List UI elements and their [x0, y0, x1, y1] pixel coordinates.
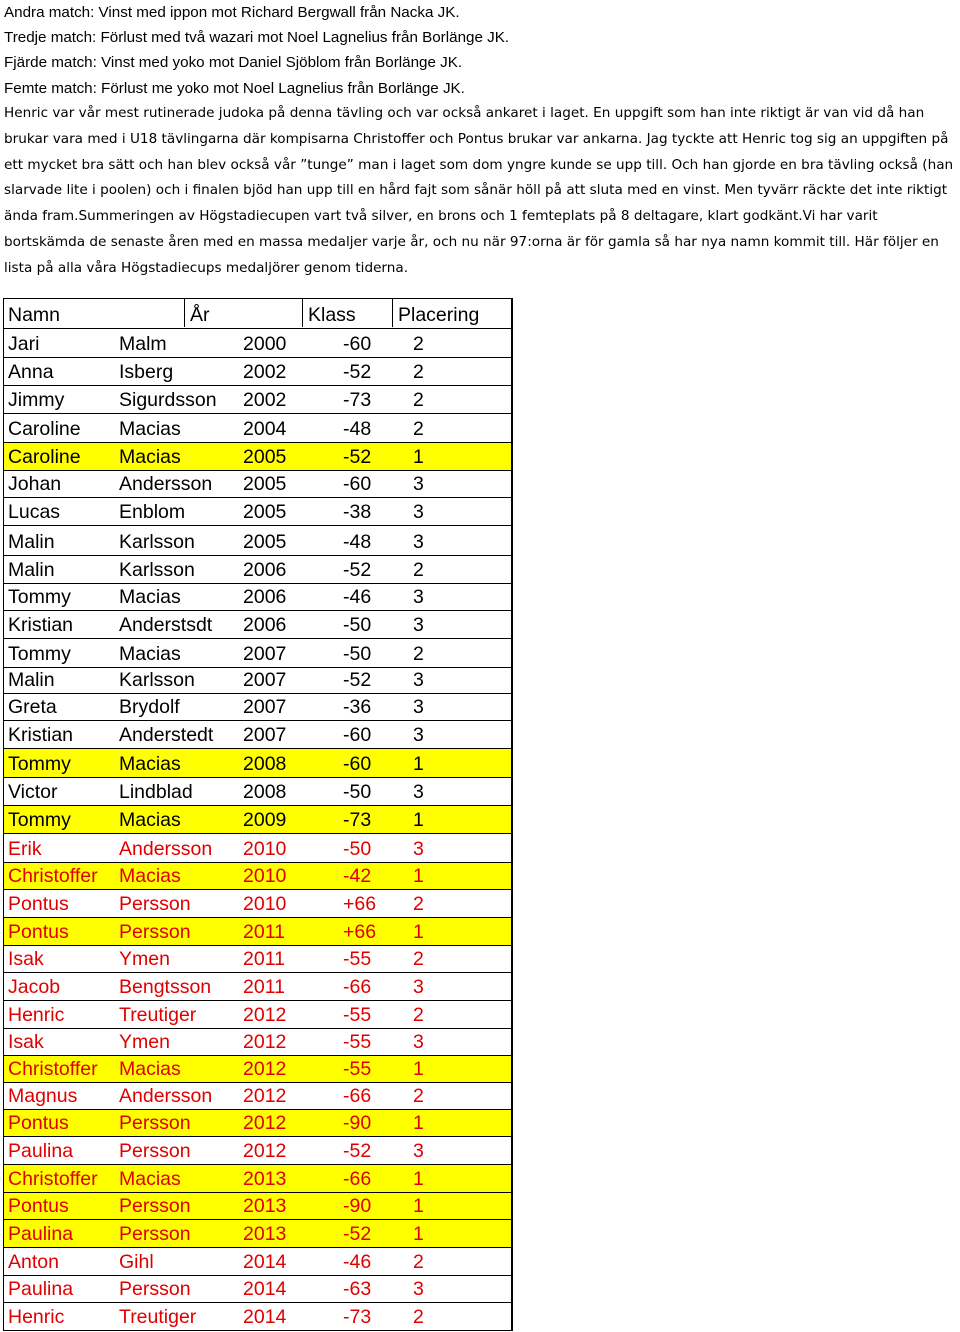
header-placement: Placering [398, 304, 480, 326]
cell-class: -66 [343, 1085, 372, 1107]
cell-class: -63 [343, 1278, 372, 1300]
cell-first-name: Isak [8, 1031, 44, 1053]
cell-first-name: Victor [8, 781, 58, 803]
cell-placement: 3 [413, 473, 424, 495]
cell-class: -46 [343, 1251, 372, 1273]
cell-first-name: Christoffer [8, 865, 98, 887]
cell-first-name: Caroline [8, 418, 81, 440]
cell-last-name: Persson [119, 1112, 191, 1134]
cell-class: -52 [343, 669, 372, 691]
cell-last-name: Persson [119, 1195, 191, 1217]
cell-first-name: Pontus [8, 1195, 69, 1217]
cell-placement: 1 [413, 753, 424, 775]
cell-class: -66 [343, 1168, 372, 1190]
cell-placement: 2 [413, 389, 424, 411]
cell-class: -73 [343, 809, 372, 831]
cell-last-name: Isberg [119, 361, 174, 383]
table-row [4, 498, 511, 526]
cell-last-name: Bengtsson [119, 976, 212, 998]
cell-first-name: Tommy [8, 586, 71, 608]
cell-placement: 1 [413, 921, 424, 943]
cell-class: -52 [343, 446, 372, 468]
table-row [4, 443, 511, 471]
cell-class: -52 [343, 559, 372, 581]
cell-last-name: Persson [119, 1140, 191, 1162]
cell-last-name: Lindblad [119, 781, 193, 803]
cell-first-name: Anna [8, 361, 54, 383]
cell-last-name: Persson [119, 1278, 191, 1300]
table-row [4, 526, 511, 556]
cell-last-name: Karlsson [119, 669, 195, 691]
table-row [4, 778, 511, 806]
cell-year: 2006 [243, 614, 287, 636]
cell-last-name: Macias [119, 1168, 181, 1190]
cell-placement: 2 [413, 1085, 424, 1107]
cell-first-name: Malin [8, 559, 55, 581]
cell-placement: 1 [413, 446, 424, 468]
table-row [4, 668, 511, 694]
table-row [4, 1056, 511, 1083]
cell-year: 2013 [243, 1195, 287, 1217]
cell-first-name: Christoffer [8, 1168, 98, 1190]
cell-year: 2010 [243, 893, 287, 915]
cell-first-name: Greta [8, 696, 57, 718]
table-row [4, 1110, 511, 1137]
cell-year: 2014 [243, 1306, 287, 1328]
cell-year: 2002 [243, 389, 287, 411]
cell-first-name: Tommy [8, 643, 71, 665]
table-row [4, 386, 511, 414]
table-row [4, 834, 511, 863]
cell-first-name: Isak [8, 948, 44, 970]
cell-placement: 3 [413, 838, 424, 860]
table-row [4, 749, 511, 778]
header-class: Klass [303, 299, 393, 327]
cell-class: -46 [343, 586, 372, 608]
cell-class: +66 [343, 921, 377, 943]
table-row [4, 611, 511, 639]
cell-class: -90 [343, 1112, 372, 1134]
cell-placement: 2 [413, 948, 424, 970]
cell-first-name: Jari [8, 333, 40, 355]
table-row [4, 1029, 511, 1056]
cell-first-name: Paulina [8, 1223, 74, 1245]
cell-placement: 3 [413, 586, 424, 608]
cell-year: 2011 [243, 921, 285, 943]
summary-paragraph: Henric var vår mest rutinerade judoka på denna tävling och var också ankaret i laget. En uppgift som han inte riktigt är van vid då han brukar vara med i U18 tävlingarna där kompisarna Christoffer och Pontus brukar var ankarna. Jag tyckte att Henric tog sig an uppgiften på ett mycket bra sätt och han blev också vår ”tunge” man i laget som dom yngre kunde se upp till. Och han gjorde en bra tävling också (han slarvade lite i poolen) och i finalen bjöd han upp till en hård fajt som sånär höll på att sluta med en vinst. Men tyvärr räckte det inte riktigt ända fram.Summeringen av Högstadiecupen vart två silver, en brons och 1 femteplats på 8 deltagare, klart godkänt.Vi har varit bortskämda de senaste åren med en massa medaljer varje år, och nu när 97:orna är för gamla så har nya namn kommit till. Här följer en lista på alla våra Högstadiecups medaljörer genom tiderna. [4, 104, 954, 277]
table-header [4, 299, 511, 329]
cell-last-name: Andersson [119, 473, 213, 495]
cell-placement: 3 [413, 781, 424, 803]
cell-last-name: Brydolf [119, 696, 180, 718]
cell-class: -50 [343, 614, 372, 636]
table-row [4, 358, 511, 386]
table-row [4, 890, 511, 918]
table-row [4, 1083, 511, 1110]
cell-first-name: Christoffer [8, 1058, 98, 1080]
cell-placement: 3 [413, 976, 424, 998]
cell-year: 2007 [243, 643, 287, 665]
cell-first-name: Erik [8, 838, 42, 860]
table-row [4, 584, 511, 611]
cell-class: -52 [343, 1140, 372, 1162]
cell-placement: 1 [413, 1112, 424, 1134]
cell-placement: 2 [413, 893, 424, 915]
cell-placement: 1 [413, 809, 424, 831]
cell-class: -60 [343, 473, 372, 495]
cell-first-name: Paulina [8, 1278, 74, 1300]
cell-placement: 2 [413, 643, 424, 665]
cell-class: +66 [343, 893, 377, 915]
cell-year: 2008 [243, 781, 287, 803]
cell-class: -55 [343, 1031, 372, 1053]
table-body [4, 329, 511, 1331]
cell-year: 2014 [243, 1251, 287, 1273]
cell-placement: 2 [413, 1004, 424, 1026]
cell-class: -55 [343, 1058, 372, 1080]
cell-class: -60 [343, 753, 372, 775]
cell-class: -48 [343, 531, 372, 553]
cell-first-name: Tommy [8, 753, 71, 775]
cell-class: -60 [343, 333, 372, 355]
cell-year: 2011 [243, 976, 285, 998]
cell-year: 2009 [243, 809, 287, 831]
cell-year: 2013 [243, 1168, 287, 1190]
cell-placement: 1 [413, 865, 424, 887]
cell-year: 2000 [243, 333, 287, 355]
cell-last-name: Anderstsdt [119, 614, 213, 636]
table-row [4, 918, 511, 946]
cell-last-name: Macias [119, 446, 181, 468]
cell-year: 2008 [243, 753, 287, 775]
cell-last-name: Treutiger [119, 1004, 197, 1026]
table-row [4, 863, 511, 890]
cell-class: -50 [343, 781, 372, 803]
cell-first-name: Kristian [8, 614, 74, 636]
table-row [4, 973, 511, 1001]
cell-last-name: Macias [119, 586, 181, 608]
cell-placement: 2 [413, 559, 424, 581]
table-row [4, 1165, 511, 1193]
cell-last-name: Anderstedt [119, 724, 214, 746]
table-row [4, 1276, 511, 1303]
cell-placement: 3 [413, 724, 424, 746]
cell-first-name: Henric [8, 1306, 65, 1328]
cell-last-name: Sigurdsson [119, 389, 217, 411]
cell-year: 2011 [243, 948, 285, 970]
cell-last-name: Macias [119, 643, 181, 665]
cell-class: -50 [343, 838, 372, 860]
cell-placement: 2 [413, 418, 424, 440]
medal-table [3, 298, 513, 1331]
table-row [4, 694, 511, 721]
table-row [4, 556, 511, 584]
table-row [4, 1303, 511, 1331]
cell-class: -55 [343, 948, 372, 970]
cell-class: -73 [343, 1306, 372, 1328]
cell-year: 2010 [243, 865, 287, 887]
cell-first-name: Jimmy [8, 389, 65, 411]
intro-text [4, 0, 960, 282]
cell-year: 2014 [243, 1278, 287, 1300]
cell-placement: 1 [413, 1195, 424, 1217]
cell-year: 2007 [243, 724, 287, 746]
cell-class: -52 [343, 1223, 372, 1245]
cell-year: 2005 [243, 473, 287, 495]
cell-first-name: Malin [8, 531, 55, 553]
cell-placement: 3 [413, 1278, 424, 1300]
cell-placement: 1 [413, 1058, 424, 1080]
cell-first-name: Pontus [8, 1112, 69, 1134]
intro-line: Andra match: Vinst med ippon mot Richard Bergwall från Nacka JK. [4, 4, 460, 21]
cell-year: 2005 [243, 531, 287, 553]
cell-last-name: Andersson [119, 1085, 213, 1107]
cell-year: 2012 [243, 1031, 287, 1053]
cell-placement: 3 [413, 1031, 424, 1053]
cell-last-name: Macias [119, 418, 181, 440]
cell-first-name: Malin [8, 669, 55, 691]
cell-year: 2012 [243, 1140, 287, 1162]
cell-last-name: Macias [119, 865, 181, 887]
cell-class: -42 [343, 865, 372, 887]
cell-year: 2002 [243, 361, 287, 383]
table-row [4, 1193, 511, 1220]
cell-last-name: Persson [119, 1223, 191, 1245]
header-year: År [185, 299, 303, 327]
cell-class: -60 [343, 724, 372, 746]
table-row [4, 471, 511, 498]
table-row [4, 1001, 511, 1029]
header-name: Namn [4, 299, 185, 327]
cell-class: -50 [343, 643, 372, 665]
cell-placement: 2 [413, 361, 424, 383]
cell-first-name: Tommy [8, 809, 71, 831]
intro-line: Fjärde match: Vinst med yoko mot Daniel Sjöblom från Borlänge JK. [4, 54, 463, 72]
cell-last-name: Persson [119, 893, 191, 915]
cell-first-name: Henric [8, 1004, 65, 1026]
cell-year: 2005 [243, 501, 287, 523]
cell-placement: 3 [413, 614, 424, 636]
table-row [4, 1220, 511, 1248]
cell-class: -52 [343, 361, 372, 383]
cell-last-name: Andersson [119, 838, 213, 860]
cell-class: -55 [343, 1004, 372, 1026]
cell-first-name: Caroline [8, 446, 81, 468]
cell-last-name: Karlsson [119, 531, 195, 553]
cell-class: -73 [343, 389, 372, 411]
cell-placement: 3 [413, 669, 424, 691]
cell-last-name: Ymen [119, 948, 170, 970]
intro-line: Tredje match: Förlust med två wazari mot Noel Lagnelius från Borlänge JK. [4, 29, 510, 47]
cell-year: 2012 [243, 1085, 287, 1107]
cell-last-name: Enblom [119, 501, 186, 523]
cell-placement: 1 [413, 1223, 424, 1245]
cell-year: 2012 [243, 1112, 287, 1134]
cell-first-name: Jacob [8, 976, 61, 998]
cell-year: 2013 [243, 1223, 287, 1245]
cell-year: 2007 [243, 669, 287, 691]
cell-year: 2006 [243, 559, 287, 581]
table-row [4, 639, 511, 668]
cell-class: -48 [343, 418, 372, 440]
cell-class: -36 [343, 696, 372, 718]
cell-year: 2005 [243, 446, 287, 468]
table-row [4, 721, 511, 749]
cell-first-name: Johan [8, 473, 62, 495]
cell-first-name: Magnus [8, 1085, 78, 1107]
cell-last-name: Ymen [119, 1031, 170, 1053]
cell-placement: 2 [413, 1306, 424, 1328]
cell-first-name: Kristian [8, 724, 74, 746]
table-row [4, 329, 511, 358]
cell-year: 2006 [243, 586, 287, 608]
cell-class: -90 [343, 1195, 372, 1217]
cell-first-name: Anton [8, 1251, 59, 1273]
cell-year: 2010 [243, 838, 287, 860]
intro-line: Femte match: Förlust me yoko mot Noel Lagnelius från Borlänge JK. [4, 79, 465, 97]
cell-year: 2004 [243, 418, 287, 440]
cell-placement: 2 [413, 1251, 424, 1273]
cell-placement: 3 [413, 1140, 424, 1162]
cell-last-name: Gihl [119, 1251, 154, 1273]
cell-first-name: Pontus [8, 921, 69, 943]
cell-first-name: Paulina [8, 1140, 74, 1162]
cell-placement: 1 [413, 1168, 424, 1190]
cell-class: -66 [343, 976, 372, 998]
cell-last-name: Karlsson [119, 559, 195, 581]
table-row [4, 414, 511, 443]
table-row [4, 1248, 511, 1276]
cell-last-name: Macias [119, 753, 181, 775]
cell-year: 2007 [243, 696, 287, 718]
cell-placement: 3 [413, 696, 424, 718]
cell-class: -38 [343, 501, 372, 523]
cell-placement: 3 [413, 501, 424, 523]
cell-first-name: Lucas [8, 501, 61, 523]
table-row [4, 946, 511, 973]
cell-placement: 2 [413, 333, 424, 355]
table-row [4, 806, 511, 834]
table-row [4, 1137, 511, 1165]
cell-year: 2012 [243, 1058, 287, 1080]
cell-placement: 3 [413, 531, 424, 553]
cell-last-name: Persson [119, 921, 191, 943]
cell-last-name: Treutiger [119, 1306, 197, 1328]
cell-last-name: Macias [119, 809, 181, 831]
cell-last-name: Macias [119, 1058, 181, 1080]
cell-last-name: Malm [119, 333, 167, 355]
cell-year: 2012 [243, 1004, 287, 1026]
cell-first-name: Pontus [8, 893, 69, 915]
